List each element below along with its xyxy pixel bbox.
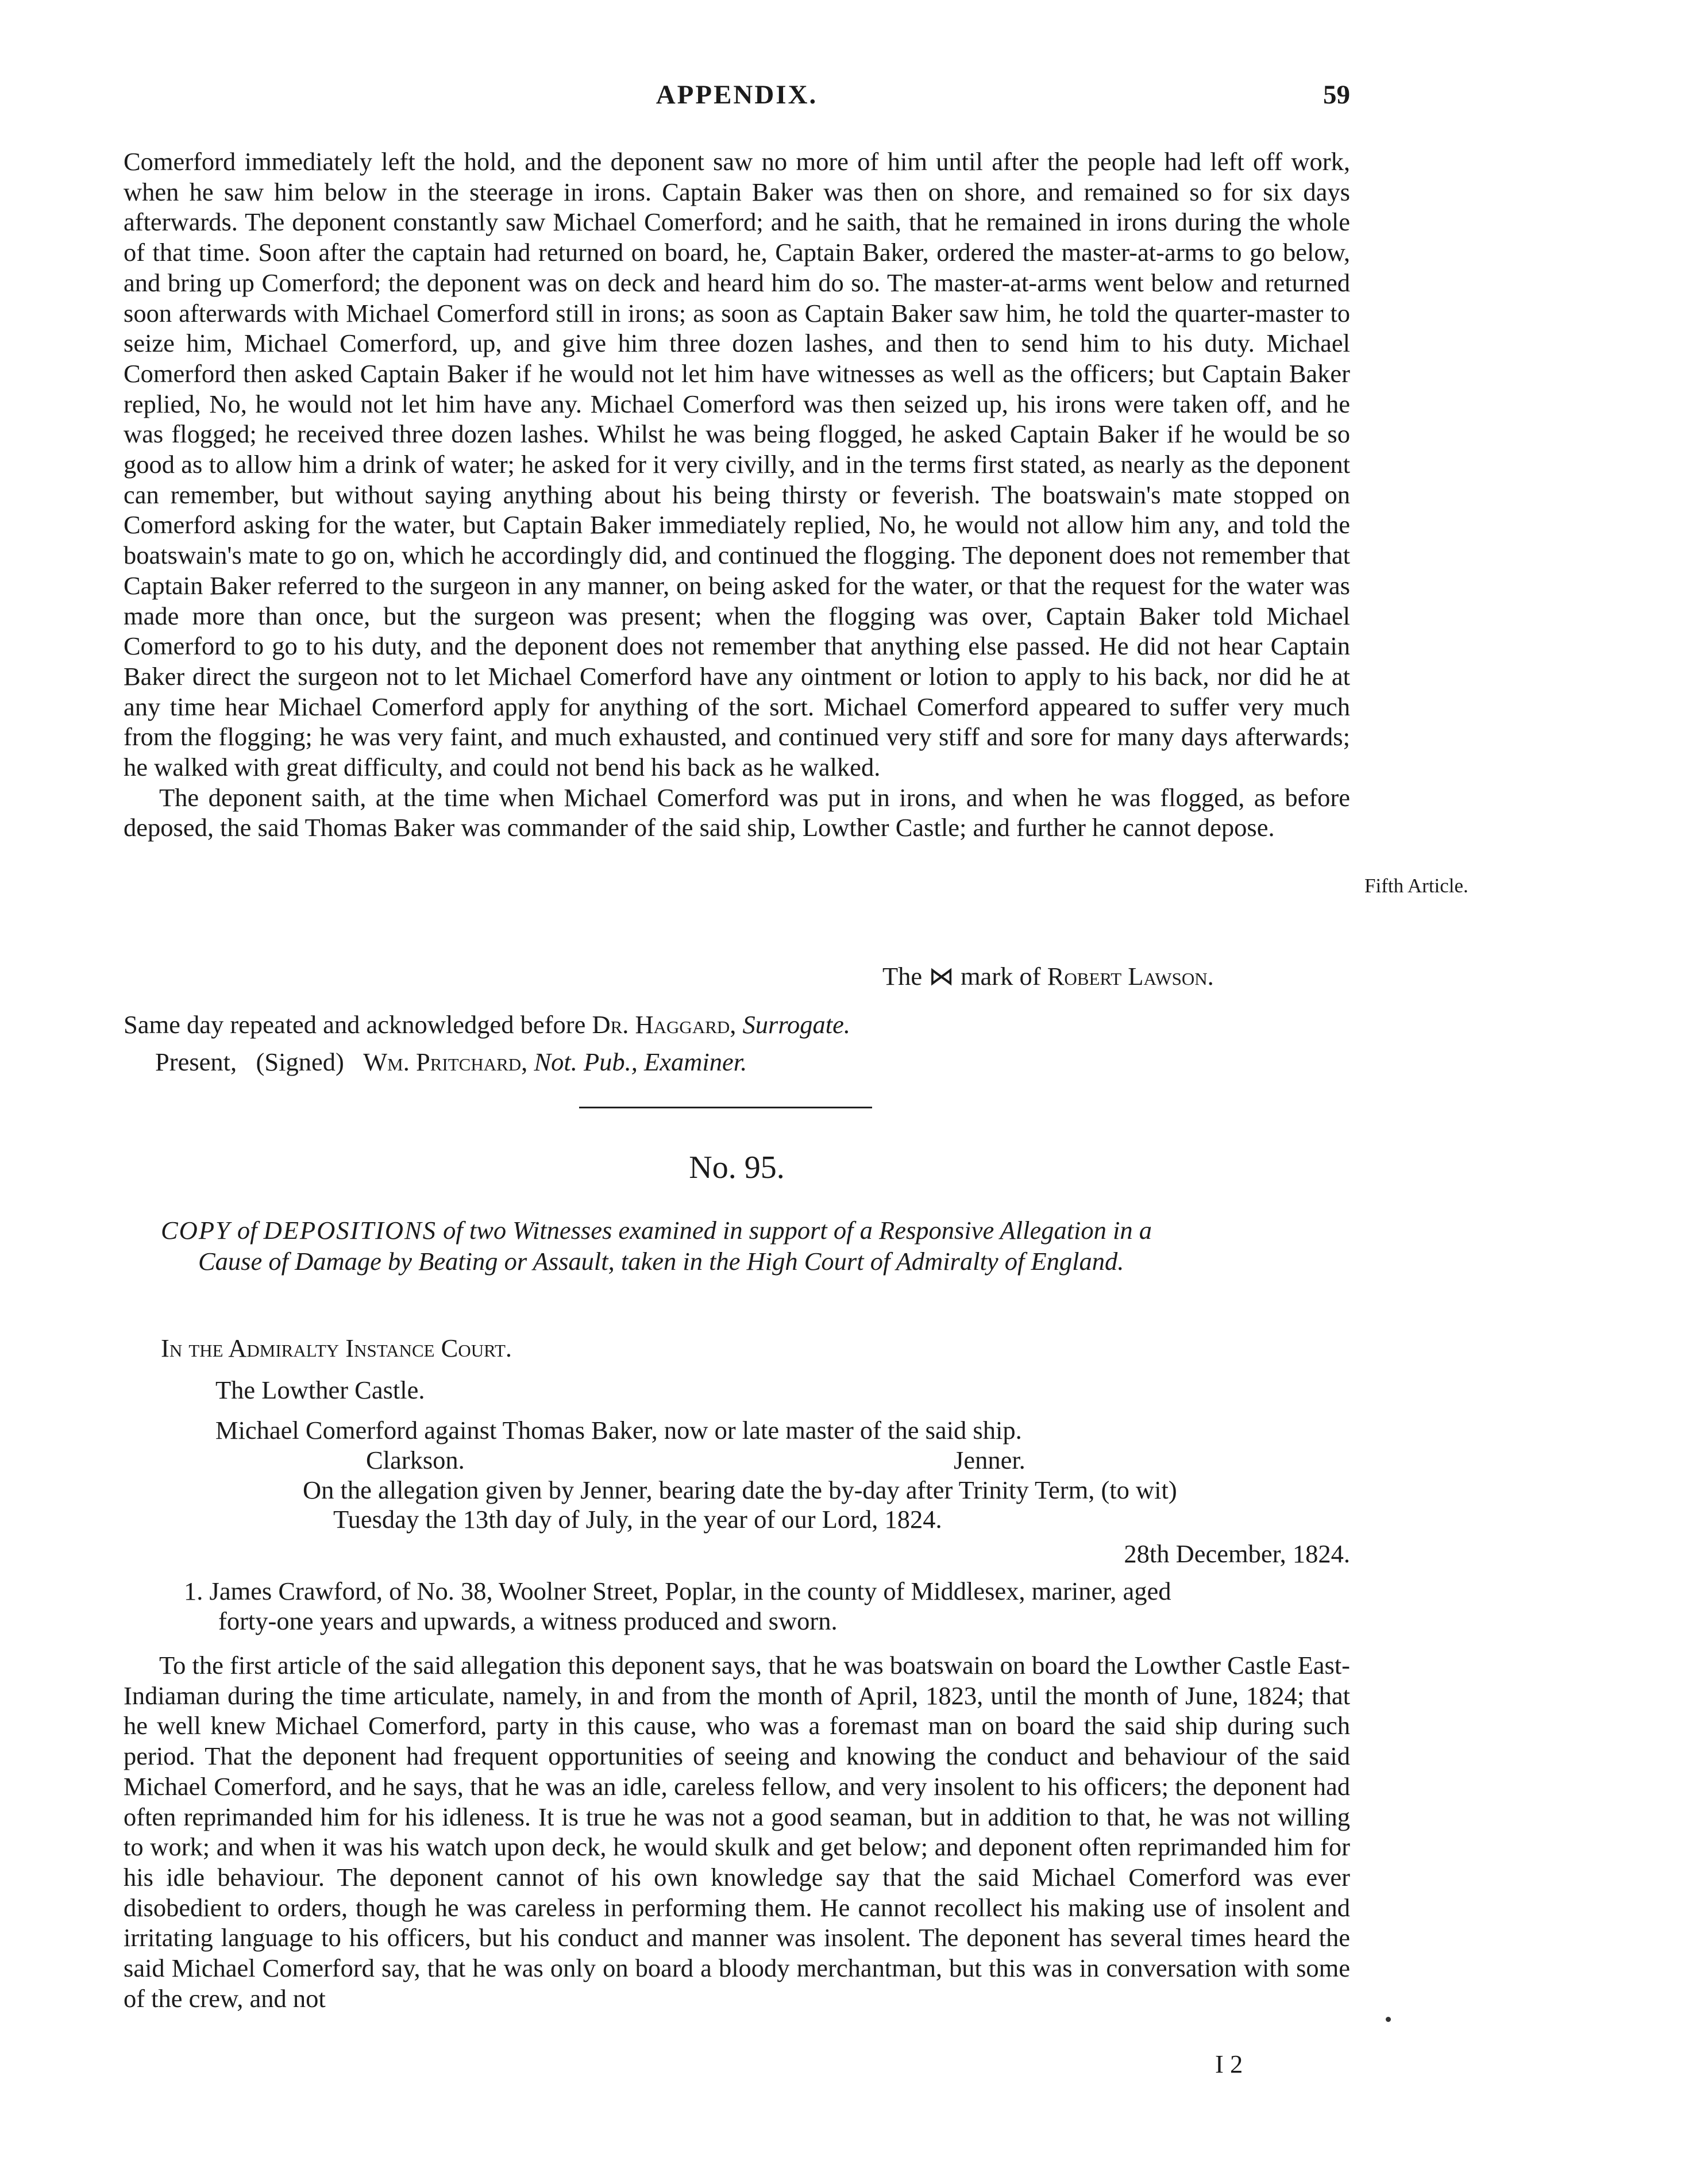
allegation-line-2: Tuesday the 13th day of July, in the year of our Lord, 1824.	[333, 1505, 942, 1534]
deposition-continuation	[124, 147, 1350, 843]
ink-speck	[1386, 2017, 1391, 2022]
section-divider	[579, 1107, 872, 1108]
paragraph: The deponent saith, at the time when Michael Comerford was put in irons, and when he was flogged, as before deposed, the said Thomas Baker was commander of the said ship, Lowther Castle; and further he cannot depose.	[124, 783, 1350, 842]
present-line	[155, 1047, 747, 1077]
cross-mark-icon: ⋈	[928, 962, 954, 991]
examiner-name: Wm. Pritchard,	[363, 1047, 528, 1076]
heading-depositions: DEPOSITIONS	[263, 1216, 437, 1245]
deposition-date: 28th December, 1824.	[1124, 1539, 1350, 1568]
margin-note: Fifth Article.	[1364, 875, 1468, 897]
acknowledgement-line	[124, 1010, 850, 1039]
page-number: 59	[1323, 80, 1350, 110]
running-head	[124, 79, 1350, 114]
surrogate-name: Dr. Haggard,	[592, 1010, 737, 1039]
examiner-role: Not. Pub., Examiner.	[534, 1047, 747, 1076]
witness-line-2: forty-one years and upwards, a witness produced and sworn.	[218, 1607, 838, 1635]
court-name: In the Admiralty Instance Court.	[161, 1334, 512, 1362]
paragraph: To the first article of the said allegation this deponent says, that he was boatswain on board the Lowther Castle East-Indiaman during the time articulate, namely, in and from the month of April, 1823, until the month of June, 1824; that he well knew Michael Comerford, party in this cause, who was a foremast man on board the said ship during such period. That the deponent had frequent opportunities of seeing and knowing the conduct and behaviour of the said Michael Comerford, and he says, that he was an idle, careless fellow, and very insolent to his officers; the deponent had often reprimanded him for his idleness. It is true he was not a good seaman, but in addition to that, he was not willing to work; and when it was his watch upon deck, he would skulk and get below; and deponent often reprimanded him for his idle behaviour. The deponent cannot of his own knowledge say that the said Michael Comerford was ever disobedient to orders, though he was careless in performing them. He cannot recollect his making use of insolent and irritating language to his officers, but his conduct and manner was insolent. The deponent has several times heard the said Michael Comerford say, that he was only on board a bloody merchantman, but this was in conversation with some of the crew, and not	[124, 1651, 1350, 2013]
proctor-left: Clarkson.	[366, 1446, 465, 1474]
surrogate-role: Surrogate.	[742, 1010, 850, 1039]
document-number: No. 95.	[689, 1150, 785, 1185]
running-title: APPENDIX.	[656, 80, 818, 110]
acknowledgement-text: Same day repeated and acknowledged before	[124, 1010, 586, 1039]
proctor-right: Jenner.	[954, 1446, 1025, 1474]
signature-mark-line	[882, 961, 1214, 991]
heading-rest: of two Witnesses examined in support of a Responsive Allegation in a	[443, 1216, 1152, 1245]
document-heading	[161, 1215, 1350, 1277]
signature-mark: I 2	[1215, 2050, 1243, 2078]
mark-text: mark of	[960, 962, 1041, 991]
heading-copy: COPY	[161, 1216, 231, 1245]
witness-line-1: 1. James Crawford, of No. 38, Woolner Street, Poplar, in the county of Middlesex, mariner, aged	[184, 1577, 1171, 1605]
deponent-name: Robert Lawson.	[1047, 962, 1214, 991]
heading-line-2: Cause of Damage by Beating or Assault, taken in the High Court of Admiralty of England.	[198, 1247, 1124, 1276]
paragraph: Comerford immediately left the hold, and the deponent saw no more of him until after the people had left off work, when he saw him below in the steerage in irons. Captain Baker was then on shore, and remained so for six days afterwards. The deponent constantly saw Michael Comerford; and he saith, that he remained in irons during the whole of that time. Soon after the captain had returned on board, he, Captain Baker, ordered the master-at-arms to go below, and bring up Comerford; the deponent was on deck and heard him do so. The master-at-arms went below and returned soon afterwards with Michael Comerford still in irons; as soon as Captain Baker saw him, he told the quarter-master to seize him, Michael Comerford, up, and give him three dozen lashes, and then to send him to his duty. Michael Comerford then asked Captain Baker if he would not let him have witnesses as well as the officers; but Captain Baker replied, No, he would not let him have any. Michael Comerford was then seized up, his irons were taken off, and he was flogged; he received three dozen lashes. Whilst he was being flogged, he asked Captain Baker if he would be so good as to allow him a drink of water; he asked for it very civilly, and in the terms first stated, as nearly as the deponent can remember, but without saying anything about his being thirsty or feverish. The boatswain's mate stopped on Comerford asking for the water, but Captain Baker immediately replied, No, he would not allow him any, and told the boatswain's mate to go on, which he accordingly did, and continued the flogging. The deponent does not remember that Captain Baker referred to the surgeon in any manner, on being asked for the water, or that the request for the water was made more than once, but the surgeon was present; when the flogging was over, Captain Baker told Michael Comerford to go to his duty, and the deponent does not remember that anything else passed. He did not hear Captain Baker direct the surgeon not to let Michael Comerford have any ointment or lotion to apply to his back, nor did he at any time hear Michael Comerford apply for anything of the sort. Michael Comerford appeared to suffer very much from the flogging; he was very faint, and much exhausted, and continued very stiff and sore for many days afterwards; he walked with great difficulty, and could not bend his back as he walked.	[124, 147, 1350, 782]
ship-name: The Lowther Castle.	[215, 1376, 425, 1404]
first-article-answer	[124, 1650, 1350, 2013]
witness-intro	[184, 1576, 1350, 1636]
present-label: Present,	[155, 1047, 237, 1076]
signed-label: (Signed)	[256, 1047, 344, 1076]
case-parties: Michael Comerford against Thomas Baker, now or late master of the said ship.	[215, 1416, 1022, 1445]
mark-prefix: The	[882, 962, 923, 991]
allegation-line-1: On the allegation given by Jenner, bearing date the by-day after Trinity Term, (to wit)	[303, 1476, 1177, 1504]
heading-of: of	[237, 1216, 257, 1245]
